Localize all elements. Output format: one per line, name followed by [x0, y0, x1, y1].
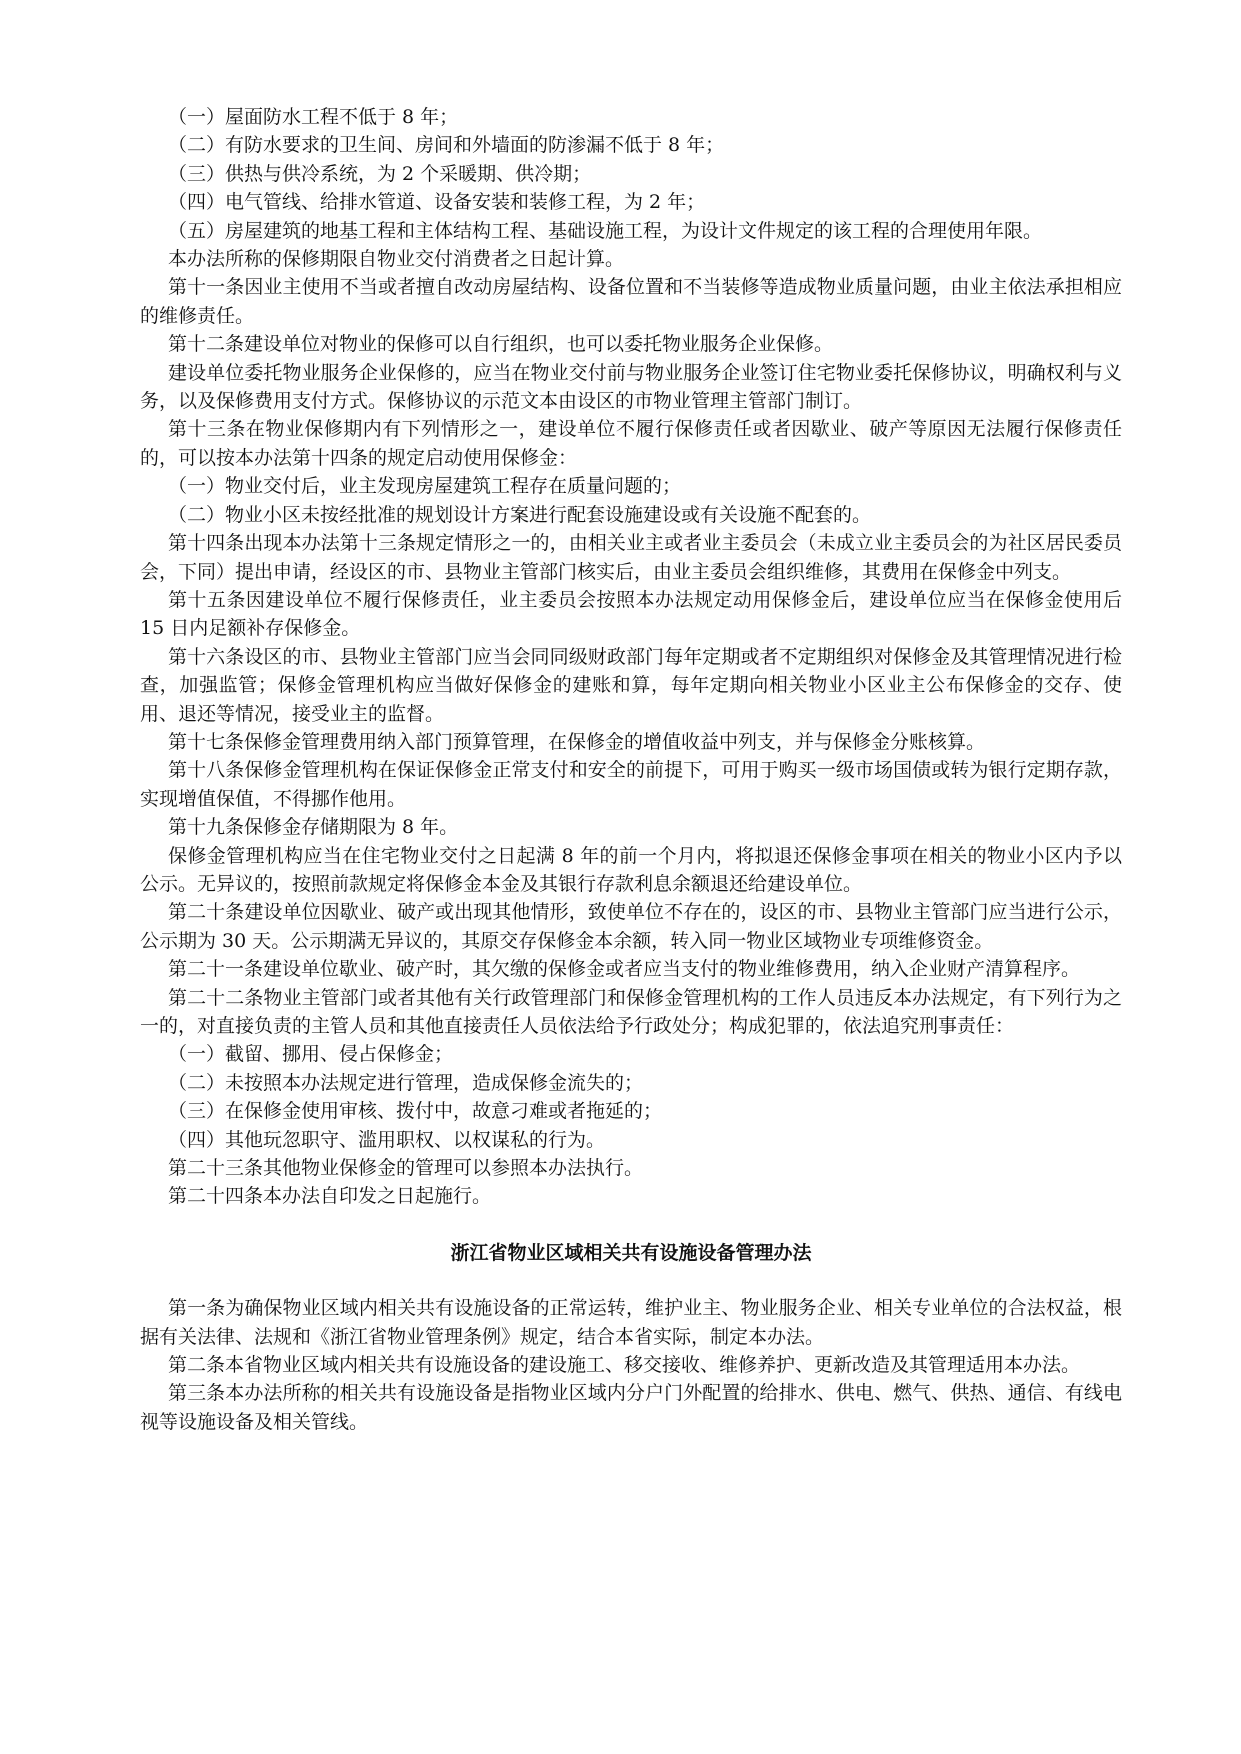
paragraph: 第十四条出现本办法第十三条规定情形之一的，由相关业主或者业主委员会（未成立业主委员会的为社区居民委员会，下同）提出申请，经设区的市、县物业主管部门核实后，由业主委员会组织维修，其费用在保修金中列支。	[140, 532, 1122, 583]
paragraph: （三）在保修金使用审核、拨付中，故意刁难或者拖延的；	[168, 1100, 663, 1123]
document-page	[140, 103, 1122, 1436]
paragraph: 保修金管理机构应当在住宅物业交付之日起满 8 年的前一个月内，将拟退还保修金事项在相关的物业小区内予以公示。无异议的，按照前款规定将保修金本金及其银行存款利息余额退还给建设单位。	[140, 844, 1122, 895]
paragraph: 第十八条保修金管理机构在保证保修金正常支付和安全的前提下，可用于购买一级市场国债或转为银行定期存款，实现增值保值，不得挪作他用。	[140, 759, 1122, 810]
paragraph: 第二十四条本办法自印发之日起施行。	[168, 1185, 492, 1208]
paragraph: （一）截留、挪用、侵占保修金；	[168, 1043, 454, 1066]
paragraph: 第十二条建设单位对物业的保修可以自行组织，也可以委托物业服务企业保修。	[168, 333, 834, 356]
paragraph: （二）未按照本办法规定进行管理，造成保修金流失的；	[168, 1071, 644, 1094]
paragraph: 第二十条建设单位因歇业、破产或出现其他情形，致使单位不存在的，设区的市、县物业主管部门应当进行公示，公示期为 30 天。公示期满无异议的，其原交存保修金本余额，转入同一物业区域物业专项维修资金。	[140, 901, 1122, 952]
paragraph: 第一条为确保物业区域内相关共有设施设备的正常运转，维护业主、物业服务企业、相关专业单位的合法权益，根据有关法律、法规和《浙江省物业管理条例》规定，结合本省实际，制定本办法。	[140, 1297, 1122, 1348]
paragraph: （一）屋面防水工程不低于 8 年；	[168, 106, 459, 128]
paragraph: （四）电气管线、给排水管道、设备安装和装修工程，为 2 年；	[168, 191, 706, 214]
paragraph: 第十六条设区的市、县物业主管部门应当会同同级财政部门每年定期或者不定期组织对保修金及其管理情况进行检查，加强监管；保修金管理机构应当做好保修金的建账和算，每年定期向相关物业小区业主公布保修金的交存、使用、退还等情况，接受业主的监督。	[140, 645, 1122, 725]
paragraph: 建设单位委托物业服务企业保修的，应当在物业交付前与物业服务企业签订住宅物业委托保修协议，明确权利与义务，以及保修费用支付方式。保修协议的示范文本由设区的市物业管理主管部门制订。	[140, 361, 1122, 413]
paragraph: 第十九条保修金存储期限为 8 年。	[168, 816, 459, 839]
paragraph: （四）其他玩忽职守、滥用职权、以权谋私的行为。	[168, 1128, 606, 1151]
paragraph: 第二十二条物业主管部门或者其他有关行政管理部门和保修金管理机构的工作人员违反本办法规定，有下列行为之一的，对直接负责的主管人员和其他直接责任人员依法给予行政处分；构成犯罪的，依法追究刑事责任：	[140, 986, 1122, 1037]
paragraph: （二）有防水要求的卫生间、房间和外墙面的防渗漏不低于 8 年；	[168, 134, 725, 157]
paragraph: 第三条本办法所称的相关共有设施设备是指物业区域内分户门外配置的给排水、供电、燃气、供热、通信、有线电视等设施设备及相关管线。	[140, 1382, 1122, 1433]
paragraph: 第十五条因建设单位不履行保修责任，业主委员会按照本办法规定动用保修金后，建设单位应当在保修金使用后 15 日内足额补存保修金。	[140, 588, 1122, 640]
regulation-title: 浙江省物业区域相关共有设施设备管理办法	[450, 1241, 812, 1264]
paragraph: 第二十一条建设单位歇业、破产时，其欠缴的保修金或者应当支付的物业维修费用，纳入企业财产清算程序。	[168, 958, 1081, 981]
paragraph: （三）供热与供冷系统，为 2 个采暖期、供冷期；	[168, 162, 592, 185]
regulation-section-continued	[140, 103, 1122, 1211]
paragraph: 第十三条在物业保修期内有下列情形之一，建设单位不履行保修责任或者因歇业、破产等原因无法履行保修责任的，可以按本办法第十四条的规定启动使用保修金：	[140, 418, 1122, 469]
paragraph: （二）物业小区未按经批准的规划设计方案进行配套设施建设或有关设施不配套的。	[168, 503, 872, 526]
paragraph: 第二条本省物业区域内相关共有设施设备的建设施工、移交接收、维修养护、更新改造及其管理适用本办法。	[168, 1354, 1081, 1377]
paragraph: 第二十三条其他物业保修金的管理可以参照本办法执行。	[168, 1157, 644, 1180]
paragraph: （一）物业交付后，业主发现房屋建筑工程存在质量问题的；	[168, 475, 682, 498]
paragraph: 本办法所称的保修期限自物业交付消费者之日起计算。	[168, 248, 625, 271]
regulation-section-new	[140, 1294, 1122, 1436]
paragraph: 第十七条保修金管理费用纳入部门预算管理，在保修金的增值收益中列支，并与保修金分账核算。	[168, 730, 986, 753]
paragraph: （五）房屋建筑的地基工程和主体结构工程、基础设施工程，为设计文件规定的该工程的合理使用年限。	[168, 219, 1043, 242]
paragraph: 第十一条因业主使用不当或者擅自改动房屋结构、设备位置和不当装修等造成物业质量问题，由业主依法承担相应的维修责任。	[140, 276, 1122, 327]
